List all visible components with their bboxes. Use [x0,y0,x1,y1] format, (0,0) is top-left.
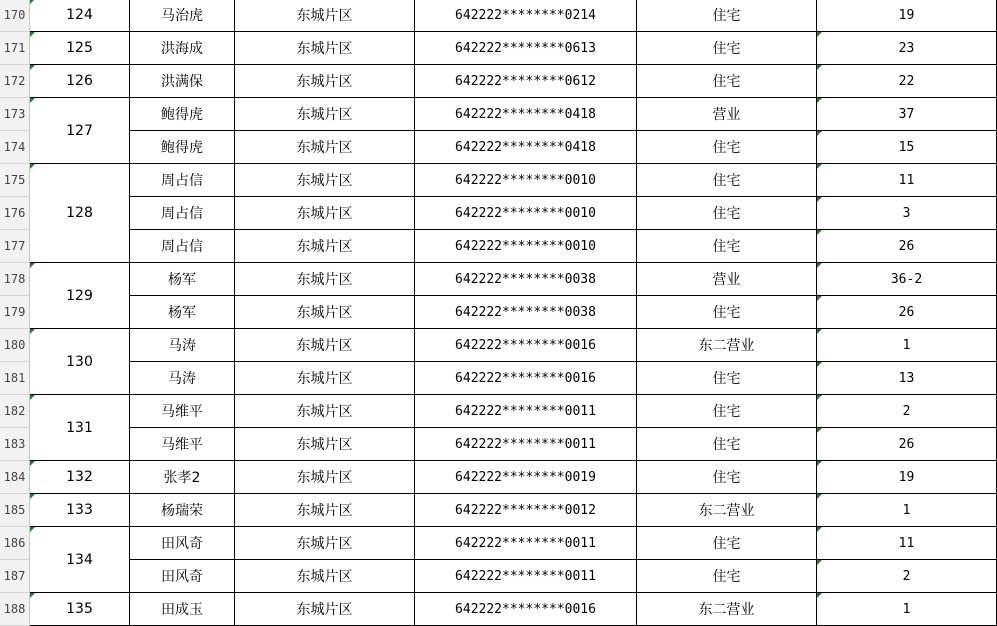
id-number-cell[interactable]: 642222********0214 [415,0,637,32]
comment-marker-icon [817,296,822,301]
row-header[interactable]: 175 [0,164,30,197]
name-cell[interactable]: 马维平 [130,428,235,461]
area-cell[interactable]: 东城片区 [235,428,415,461]
comment-marker-icon [30,527,35,532]
name-cell[interactable]: 洪海成 [130,32,235,65]
sequence-cell[interactable]: 134 [30,527,130,593]
comment-marker-icon [817,164,822,169]
property-type-cell[interactable]: 住宅 [637,428,817,461]
comment-marker-icon [30,164,35,169]
name-cell[interactable]: 洪满保 [130,65,235,98]
area-cell[interactable]: 东城片区 [235,131,415,164]
value-cell[interactable]: 1 [817,593,997,626]
property-type-cell[interactable]: 住宅 [637,527,817,560]
comment-marker-icon [30,395,35,400]
value-cell[interactable]: 37 [817,98,997,131]
comment-marker-icon [30,65,35,70]
property-type-cell[interactable]: 住宅 [637,230,817,263]
value-cell[interactable]: 19 [817,461,997,494]
id-number-cell[interactable]: 642222********0613 [415,32,637,65]
id-number-cell[interactable]: 642222********0010 [415,164,637,197]
value-cell[interactable]: 36-2 [817,263,997,296]
comment-marker-icon [30,32,35,37]
comment-marker-icon [817,362,822,367]
area-cell[interactable]: 东城片区 [235,164,415,197]
area-cell[interactable]: 东城片区 [235,329,415,362]
comment-marker-icon [817,197,822,202]
property-type-cell[interactable]: 营业 [637,263,817,296]
area-cell[interactable]: 东城片区 [235,494,415,527]
name-cell[interactable]: 马治虎 [130,0,235,32]
property-type-cell[interactable]: 东二营业 [637,494,817,527]
id-number-cell[interactable]: 642222********0011 [415,560,637,593]
id-number-cell[interactable]: 642222********0011 [415,527,637,560]
name-cell[interactable]: 马涛 [130,362,235,395]
row-header[interactable]: 188 [0,593,30,626]
row-header[interactable]: 181 [0,362,30,395]
comment-marker-icon [817,527,822,532]
row-header[interactable]: 176 [0,197,30,230]
sequence-cell[interactable]: 130 [30,329,130,395]
comment-marker-icon [817,560,822,565]
comment-marker-icon [30,0,35,4]
comment-marker-icon [30,263,35,268]
value-cell[interactable]: 11 [817,164,997,197]
value-cell[interactable]: 1 [817,494,997,527]
comment-marker-icon [30,329,35,334]
sequence-cell[interactable]: 124 [30,0,130,32]
comment-marker-icon [817,461,822,466]
area-cell[interactable]: 东城片区 [235,32,415,65]
comment-marker-icon [817,428,822,433]
id-number-cell[interactable]: 642222********0612 [415,65,637,98]
value-cell[interactable]: 2 [817,560,997,593]
row-header[interactable]: 178 [0,263,30,296]
row-header[interactable]: 180 [0,329,30,362]
property-type-cell[interactable]: 住宅 [637,65,817,98]
comment-marker-icon [817,65,822,70]
row-header[interactable]: 183 [0,428,30,461]
comment-marker-icon [30,494,35,499]
value-cell[interactable]: 26 [817,428,997,461]
area-cell[interactable]: 东城片区 [235,362,415,395]
area-cell[interactable]: 东城片区 [235,395,415,428]
id-number-cell[interactable]: 642222********0016 [415,593,637,626]
sequence-cell[interactable]: 126 [30,65,130,98]
name-cell[interactable]: 周占信 [130,164,235,197]
area-cell[interactable]: 东城片区 [235,98,415,131]
name-cell[interactable]: 田风奇 [130,527,235,560]
name-cell[interactable]: 杨军 [130,263,235,296]
id-number-cell[interactable]: 642222********0418 [415,98,637,131]
value-cell[interactable]: 26 [817,296,997,329]
property-type-cell[interactable]: 住宅 [637,362,817,395]
property-type-cell[interactable]: 营业 [637,98,817,131]
area-cell[interactable]: 东城片区 [235,296,415,329]
sequence-cell[interactable]: 135 [30,593,130,626]
comment-marker-icon [817,263,822,268]
id-number-cell[interactable]: 642222********0016 [415,362,637,395]
value-cell[interactable]: 13 [817,362,997,395]
name-cell[interactable]: 田成玉 [130,593,235,626]
value-cell[interactable]: 19 [817,0,997,32]
comment-marker-icon [817,494,822,499]
property-type-cell[interactable]: 住宅 [637,131,817,164]
row-header[interactable]: 174 [0,131,30,164]
property-type-cell[interactable]: 住宅 [637,395,817,428]
value-cell[interactable]: 26 [817,230,997,263]
value-cell[interactable]: 1 [817,329,997,362]
id-number-cell[interactable]: 642222********0038 [415,296,637,329]
row-header[interactable]: 185 [0,494,30,527]
value-cell[interactable]: 2 [817,395,997,428]
row-header[interactable]: 187 [0,560,30,593]
row-header[interactable]: 172 [0,65,30,98]
area-cell[interactable]: 东城片区 [235,560,415,593]
id-number-cell[interactable]: 642222********0019 [415,461,637,494]
name-cell[interactable]: 鲍得虎 [130,98,235,131]
id-number-cell[interactable]: 642222********0016 [415,329,637,362]
sequence-cell[interactable]: 125 [30,32,130,65]
property-type-cell[interactable]: 住宅 [637,164,817,197]
name-cell[interactable]: 杨瑞荣 [130,494,235,527]
comment-marker-icon [817,98,822,103]
area-cell[interactable]: 东城片区 [235,527,415,560]
comment-marker-icon [30,593,35,598]
name-cell[interactable]: 马涛 [130,329,235,362]
sequence-cell[interactable]: 133 [30,494,130,527]
id-number-cell[interactable]: 642222********0011 [415,428,637,461]
name-cell[interactable]: 杨军 [130,296,235,329]
name-cell[interactable]: 周占信 [130,230,235,263]
row-header[interactable]: 170 [0,0,30,32]
area-cell[interactable]: 东城片区 [235,593,415,626]
id-number-cell[interactable]: 642222********0418 [415,131,637,164]
name-cell[interactable]: 马维平 [130,395,235,428]
value-cell[interactable]: 3 [817,197,997,230]
property-type-cell[interactable]: 住宅 [637,560,817,593]
property-type-cell[interactable]: 住宅 [637,32,817,65]
name-cell[interactable]: 张孝2 [130,461,235,494]
property-type-cell[interactable]: 住宅 [637,461,817,494]
property-type-cell[interactable]: 东二营业 [637,329,817,362]
id-number-cell[interactable]: 642222********0010 [415,197,637,230]
row-header[interactable]: 171 [0,32,30,65]
id-number-cell[interactable]: 642222********0012 [415,494,637,527]
sequence-cell[interactable]: 127 [30,98,130,164]
row-header[interactable]: 177 [0,230,30,263]
area-cell[interactable]: 东城片区 [235,230,415,263]
comment-marker-icon [817,131,822,136]
comment-marker-icon [30,461,35,466]
sequence-cell[interactable]: 131 [30,395,130,461]
id-number-cell[interactable]: 642222********0010 [415,230,637,263]
area-cell[interactable]: 东城片区 [235,65,415,98]
row-header[interactable]: 173 [0,98,30,131]
sequence-cell[interactable]: 128 [30,164,130,263]
property-type-cell[interactable]: 住宅 [637,296,817,329]
comment-marker-icon [817,395,822,400]
comment-marker-icon [817,593,822,598]
property-type-cell[interactable]: 东二营业 [637,593,817,626]
property-type-cell[interactable]: 住宅 [637,197,817,230]
property-type-cell[interactable]: 住宅 [637,0,817,32]
area-cell[interactable]: 东城片区 [235,461,415,494]
row-header[interactable]: 184 [0,461,30,494]
id-number-cell[interactable]: 642222********0038 [415,263,637,296]
area-cell[interactable]: 东城片区 [235,0,415,32]
name-cell[interactable]: 田风奇 [130,560,235,593]
comment-marker-icon [817,32,822,37]
row-header[interactable]: 186 [0,527,30,560]
sequence-cell[interactable]: 129 [30,263,130,329]
value-cell[interactable]: 11 [817,527,997,560]
comment-marker-icon [30,98,35,103]
area-cell[interactable]: 东城片区 [235,263,415,296]
value-cell[interactable]: 23 [817,32,997,65]
comment-marker-icon [817,230,822,235]
name-cell[interactable]: 周占信 [130,197,235,230]
name-cell[interactable]: 鲍得虎 [130,131,235,164]
comment-marker-icon [817,329,822,334]
value-cell[interactable]: 15 [817,131,997,164]
row-header[interactable]: 179 [0,296,30,329]
row-header[interactable]: 182 [0,395,30,428]
area-cell[interactable]: 东城片区 [235,197,415,230]
id-number-cell[interactable]: 642222********0011 [415,395,637,428]
sequence-cell[interactable]: 132 [30,461,130,494]
value-cell[interactable]: 22 [817,65,997,98]
